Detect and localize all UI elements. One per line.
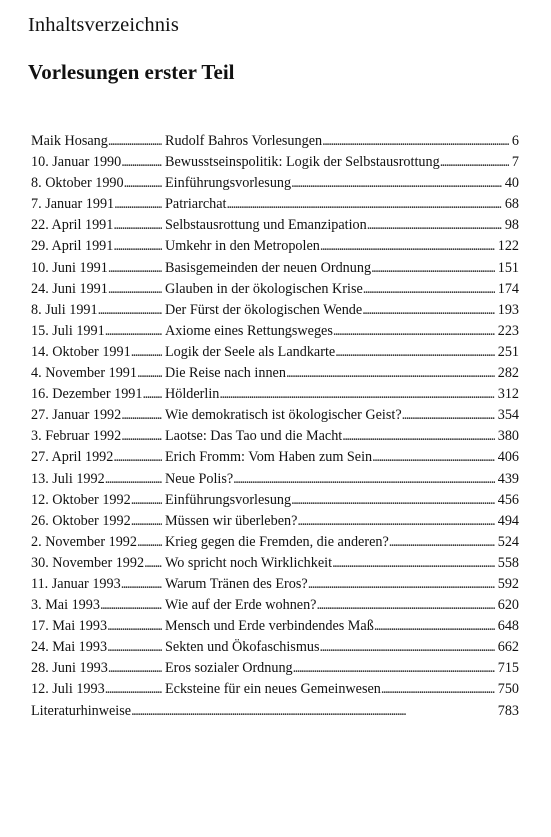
entry-title: Müssen wir überleben? xyxy=(165,512,298,529)
entry-page: 592 xyxy=(497,575,519,592)
entry-date: 10. Juni 1991 xyxy=(31,259,108,276)
dot-leader xyxy=(322,131,509,152)
toc-entry[interactable] xyxy=(31,701,519,722)
toc-entry[interactable] xyxy=(31,553,519,574)
dot-leader xyxy=(381,679,495,700)
entry-title: Logik der Seele als Landkarte xyxy=(165,343,336,360)
toc-entry[interactable] xyxy=(31,236,519,257)
entry-page: 68 xyxy=(504,196,519,213)
toc-entry[interactable] xyxy=(31,152,519,173)
toc-entry[interactable] xyxy=(31,363,519,384)
entry-page: 456 xyxy=(497,491,519,508)
entry-title: Wo spricht noch Wirklichkeit xyxy=(165,554,333,571)
toc-entry[interactable] xyxy=(31,173,519,194)
entry-date: 14. Oktober 1991 xyxy=(31,343,131,360)
dot-leader xyxy=(131,342,162,363)
entry-date: 8. Oktober 1990 xyxy=(31,175,124,192)
toc-entry[interactable] xyxy=(31,532,519,553)
entry-title: Einführungsvorlesung xyxy=(165,175,292,192)
toc-entry[interactable] xyxy=(31,490,519,511)
entry-page: 494 xyxy=(497,512,519,529)
dot-leader xyxy=(100,595,162,616)
dot-leader xyxy=(342,426,494,447)
entry-title: Basisgemeinden der neuen Ordnung xyxy=(165,259,372,276)
dot-leader xyxy=(137,363,162,384)
entry-title: Neue Polis? xyxy=(165,470,234,487)
entry-date: 3. Mai 1993 xyxy=(31,597,100,614)
entry-title: Umkehr in den Metropolen xyxy=(165,238,320,255)
dot-leader xyxy=(293,658,495,679)
page-title: Inhaltsverzeichnis xyxy=(28,14,179,36)
entry-page: 7 xyxy=(511,154,519,171)
dot-leader xyxy=(226,194,501,215)
toc-entry[interactable] xyxy=(31,679,519,700)
toc-entry[interactable] xyxy=(31,194,519,215)
entry-date: 13. Juli 1992 xyxy=(31,470,105,487)
entry-page: 98 xyxy=(504,217,519,234)
table-of-contents xyxy=(31,131,519,722)
entry-date: 28. Juni 1993 xyxy=(31,660,108,677)
entry-page: 620 xyxy=(497,597,519,614)
entry-date: 27. Januar 1992 xyxy=(31,407,122,424)
dot-leader xyxy=(332,553,495,574)
entry-title: Erich Fromm: Vom Haben zum Sein xyxy=(165,449,373,466)
toc-entry[interactable] xyxy=(31,405,519,426)
dot-leader xyxy=(98,300,162,321)
dot-leader xyxy=(108,658,162,679)
entry-date: 24. Juni 1991 xyxy=(31,280,108,297)
toc-entry[interactable] xyxy=(31,637,519,658)
entry-date: Maik Hosang xyxy=(31,133,108,149)
dot-leader xyxy=(316,595,494,616)
entry-date: 24. Mai 1993 xyxy=(31,639,108,656)
entry-date: 15. Juli 1991 xyxy=(31,322,105,339)
dot-leader xyxy=(219,384,494,405)
dot-leader xyxy=(108,258,162,279)
entry-page: 174 xyxy=(497,280,519,297)
toc-entry[interactable] xyxy=(31,258,519,279)
entry-date: 8. Juli 1991 xyxy=(31,301,98,318)
entry-title: Wie auf der Erde wohnen? xyxy=(165,597,317,614)
toc-entry[interactable] xyxy=(31,658,519,679)
toc-entry[interactable] xyxy=(31,279,519,300)
dot-leader xyxy=(367,215,502,236)
dot-leader xyxy=(308,574,495,595)
entry-date: 29. April 1991 xyxy=(31,238,114,255)
entry-title: Eros sozialer Ordnung xyxy=(165,660,293,677)
entry-title: Einführungsvorlesung xyxy=(165,491,292,508)
entry-date: 17. Mai 1993 xyxy=(31,618,108,635)
entry-page: 715 xyxy=(497,660,519,677)
dot-leader xyxy=(319,637,494,658)
entry-date: 27. April 1992 xyxy=(31,449,114,466)
dot-leader xyxy=(108,279,162,300)
entry-title: Axiome eines Rettungsweges xyxy=(165,322,333,339)
entry-date: 10. Januar 1990 xyxy=(31,154,122,171)
dot-leader xyxy=(107,637,162,658)
entry-date: 26. Oktober 1992 xyxy=(31,512,131,529)
entry-title: Glauben in der ökologischen Krise xyxy=(165,280,363,297)
toc-entry[interactable] xyxy=(31,321,519,342)
toc-entry[interactable] xyxy=(31,300,519,321)
entry-title: Krieg gegen die Fremden, die anderen? xyxy=(165,533,389,550)
entry-page: 151 xyxy=(497,259,519,276)
entry-page: 750 xyxy=(497,681,519,698)
toc-entry[interactable] xyxy=(31,574,519,595)
entry-date: 7. Januar 1991 xyxy=(31,196,115,213)
entry-title: Hölderlin xyxy=(165,386,220,403)
entry-title: Selbstausrottung und Emanzipation xyxy=(165,217,367,234)
toc-entry[interactable] xyxy=(31,384,519,405)
entry-page: 558 xyxy=(497,554,519,571)
entry-date: 11. Januar 1993 xyxy=(31,575,121,592)
section-title: Vorlesungen erster Teil xyxy=(28,60,235,84)
entry-page: 662 xyxy=(497,639,519,656)
entry-date: 12. Oktober 1992 xyxy=(31,491,131,508)
entry-title: Die Reise nach innen xyxy=(165,365,286,382)
dot-leader xyxy=(320,236,495,257)
dot-leader xyxy=(286,363,495,384)
entry-title: Ecksteine für ein neues Gemeinwesen xyxy=(165,681,381,698)
entry-page: 122 xyxy=(497,238,519,255)
dot-leader xyxy=(363,279,495,300)
toc-entry[interactable] xyxy=(31,595,519,616)
entry-title: Der Fürst der ökologischen Wende xyxy=(165,301,363,318)
dot-leader xyxy=(131,490,162,511)
entry-title: Sekten und Ökofaschismus xyxy=(165,639,320,656)
entry-page: 251 xyxy=(497,343,519,360)
entry-date: 12. Juli 1993 xyxy=(31,681,105,698)
toc-entry[interactable] xyxy=(31,131,519,152)
toc-entry[interactable] xyxy=(31,342,519,363)
entry-page: 524 xyxy=(497,533,519,550)
entry-page: 783 xyxy=(497,702,519,719)
entry-title: Wie demokratisch ist ökologischer Geist? xyxy=(165,407,402,424)
entry-page: 439 xyxy=(497,470,519,487)
dot-leader xyxy=(333,321,495,342)
dot-leader xyxy=(131,511,162,532)
entry-page: 193 xyxy=(497,301,519,318)
dot-leader xyxy=(372,447,495,468)
entry-title: Mensch und Erde verbindendes Maß xyxy=(165,618,374,635)
dot-leader xyxy=(113,215,162,236)
dot-leader xyxy=(113,236,162,257)
toc-entry[interactable] xyxy=(31,469,519,490)
entry-date: 4. November 1991 xyxy=(31,365,137,382)
entry-page: 648 xyxy=(497,618,519,635)
dot-leader xyxy=(121,405,162,426)
entry-page: 282 xyxy=(497,365,519,382)
entry-title: Warum Tränen des Eros? xyxy=(165,575,308,592)
dot-leader xyxy=(402,405,495,426)
entry-page: 380 xyxy=(497,428,519,445)
entry-title: Bewusstseinspolitik: Logik der Selbstausrottung xyxy=(165,154,440,171)
toc-entry[interactable] xyxy=(31,215,519,236)
toc-entry[interactable] xyxy=(31,426,519,447)
entry-date: 16. Dezember 1991 xyxy=(31,386,143,403)
dot-leader xyxy=(362,300,495,321)
dot-leader xyxy=(291,173,502,194)
dot-leader xyxy=(105,321,162,342)
entry-title: Literaturhinweise xyxy=(31,702,132,719)
dot-leader xyxy=(374,616,495,637)
toc-entry[interactable] xyxy=(31,616,519,637)
entry-page: 40 xyxy=(504,175,519,192)
entry-date: 3. Februar 1992 xyxy=(31,428,122,445)
entry-page: 354 xyxy=(497,407,519,424)
dot-leader xyxy=(440,152,509,173)
entry-date: 2. November 1992 xyxy=(31,533,137,550)
dot-leader xyxy=(291,490,495,511)
dot-leader xyxy=(108,131,162,152)
dot-leader xyxy=(114,194,162,215)
dot-leader xyxy=(121,574,162,595)
dot-leader xyxy=(105,679,162,700)
entry-date: 22. April 1991 xyxy=(31,217,114,234)
dot-leader xyxy=(113,447,162,468)
dot-leader xyxy=(121,426,162,447)
dot-leader xyxy=(137,532,162,553)
dot-leader xyxy=(297,511,494,532)
dot-leader xyxy=(105,469,162,490)
entry-title: Rudolf Bahros Vorlesungen xyxy=(165,133,323,149)
entry-title: Laotse: Das Tao und die Macht xyxy=(165,428,343,445)
entry-date: 30. November 1992 xyxy=(31,554,145,571)
dot-leader xyxy=(107,616,162,637)
dot-leader xyxy=(233,469,495,490)
dot-leader xyxy=(144,553,162,574)
toc-entry[interactable] xyxy=(31,447,519,468)
entry-page: 312 xyxy=(497,386,519,403)
entry-page: 6 xyxy=(511,133,519,149)
entry-page: 223 xyxy=(497,322,519,339)
dot-leader xyxy=(124,173,162,194)
dot-leader xyxy=(143,384,163,405)
entry-page: 406 xyxy=(497,449,519,466)
dot-leader xyxy=(121,152,162,173)
dot-leader xyxy=(371,258,495,279)
entry-title: Patriarchat xyxy=(165,196,227,213)
toc-entry[interactable] xyxy=(31,511,519,532)
dot-leader xyxy=(335,342,495,363)
dot-leader xyxy=(131,701,495,722)
dot-leader xyxy=(389,532,495,553)
